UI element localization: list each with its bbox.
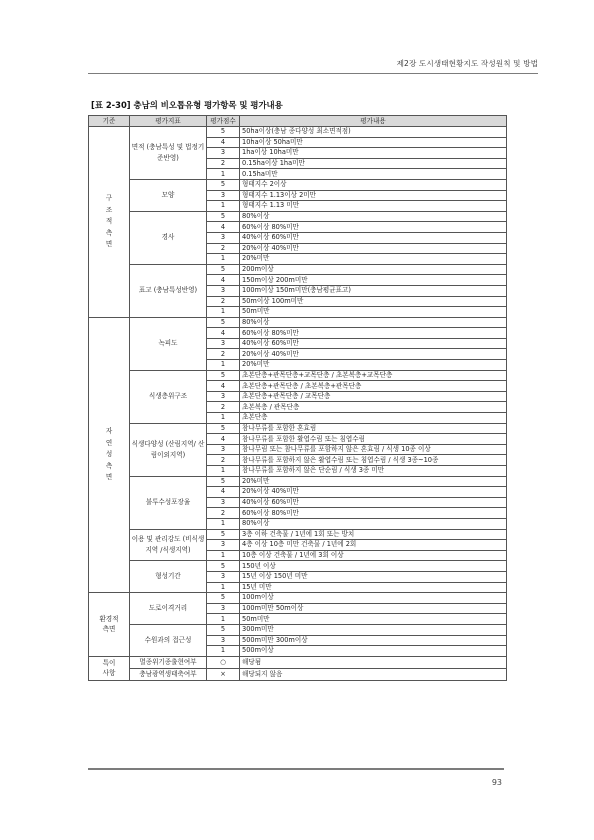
indicator-cell: 도로이격거리 [130,593,207,625]
evaluation-table [88,115,507,681]
indicator-cell: 표고 (충남특성반영) [130,264,207,317]
content-cell: 초본복층 / 관목단층 [240,402,507,413]
content-cell: 60%이상 80%미만 [240,222,507,233]
score-cell: 5 [207,476,240,487]
table-row [89,179,507,190]
indicator-cell: 면적 (충남특성 및 법정기준반영) [130,127,207,180]
score-cell: 4 [207,137,240,148]
criteria-label: 특이 사항 [102,658,116,678]
score-cell: 1 [207,614,240,625]
content-cell: 1ha이상 10ha미만 [240,148,507,159]
content-cell: 40%이상 60%미만 [240,497,507,508]
content-cell: 80%이상 [240,211,507,222]
score-cell: 4 [207,275,240,286]
column-header-criteria: 기준 [89,116,130,127]
content-cell: 100m이상 150m미만(충남평균표고) [240,285,507,296]
score-cell: 1 [207,307,240,318]
score-cell: 2 [207,455,240,466]
content-cell: 참나무류를 포함하지 않은 단순림 / 식생 3종 미만 [240,466,507,477]
score-cell: 1 [207,201,240,212]
table-row [89,593,507,604]
criteria-cell [89,127,130,318]
content-cell: 40%이상 60%미만 [240,338,507,349]
score-cell: 5 [207,624,240,635]
content-cell: 참나무류를 포함하지 않은 활엽수림 또는 침엽수림 / 식생 3종~10종 [240,455,507,466]
score-cell: 3 [207,232,240,243]
content-cell: 20%미만 [240,254,507,265]
score-cell: 2 [207,508,240,519]
content-cell: 60%이상 80%미만 [240,508,507,519]
criteria-cell [89,317,130,592]
score-cell: 1 [207,518,240,529]
score-cell: 5 [207,211,240,222]
score-cell: 3 [207,190,240,201]
score-cell: 1 [207,360,240,371]
content-cell: 10층 이상 건축물 / 1년에 3회 이상 [240,550,507,561]
column-header-indicator: 평가지표 [130,116,207,127]
score-cell: 3 [207,540,240,551]
content-cell: 100m미만 50m이상 [240,603,507,614]
content-cell: 참나무림 또는 참나무류를 포함하지 않은 혼효림 / 식생 10종 이상 [240,444,507,455]
score-cell: 3 [207,148,240,159]
content-cell: 참나무류를 포함한 혼효림 [240,423,507,434]
indicator-cell: 이용 및 관리강도 (비식생지역 /식생지역) [130,529,207,561]
score-cell: 4 [207,381,240,392]
score-cell: 5 [207,317,240,328]
content-cell: 150m이상 200m미만 [240,275,507,286]
content-cell: 초본단층+관목단층+교목단층 / 초본복층+교목단층 [240,370,507,381]
score-cell: 5 [207,370,240,381]
content-cell: 3층 이하 건축물 / 1년에 1회 또는 방치 [240,529,507,540]
content-cell: 50m미만 [240,307,507,318]
content-cell: 80%이상 [240,518,507,529]
score-cell: 2 [207,402,240,413]
score-cell: 4 [207,434,240,445]
content-cell: 80%이상 [240,317,507,328]
content-cell: 100m이상 [240,593,507,604]
content-cell: 150년 이상 [240,561,507,572]
column-header-score: 평가점수 [207,116,240,127]
content-cell: 60%이상 80%미만 [240,328,507,339]
content-cell: 20%미만 [240,476,507,487]
indicator-cell: 녹피도 [130,317,207,370]
content-cell: 50m이상 100m미만 [240,296,507,307]
score-cell: ○ [207,656,240,668]
score-cell: 5 [207,423,240,434]
table-row [89,211,507,222]
content-cell: 200m이상 [240,264,507,275]
content-cell: 초본단층+관목단층 / 교목단층 [240,391,507,402]
indicator-cell: 불투수성포장율 [130,476,207,529]
score-cell: 4 [207,222,240,233]
score-cell: 3 [207,285,240,296]
table-row [89,561,507,572]
content-cell: 0.15ha미만 [240,169,507,180]
score-cell: 3 [207,444,240,455]
indicator-cell: 식생층위구조 [130,370,207,423]
indicator-cell: 멸종위기종출현여부 [130,656,207,668]
table-body [89,127,507,681]
score-cell: 5 [207,264,240,275]
content-cell: 형태지수 1.13이상 2미만 [240,190,507,201]
table-row [89,370,507,381]
content-cell: 15년 이상 150년 미만 [240,571,507,582]
content-cell: 20%이상 40%미만 [240,349,507,360]
content-cell: 10ha이상 50ha미만 [240,137,507,148]
content-cell: 50ha이상(충남 종다양성 최소면적점) [240,127,507,138]
score-cell: × [207,668,240,680]
score-cell: 4 [207,328,240,339]
indicator-cell: 식생다양성 (산림지역/ 산림이외지역) [130,423,207,476]
content-cell: 0.15ha이상 1ha미만 [240,158,507,169]
content-cell: 초본단층+관목단층 / 초본복층+관목단층 [240,381,507,392]
content-cell: 형태지수 2이상 [240,179,507,190]
score-cell: 3 [207,338,240,349]
indicator-cell: 수원과의 접근성 [130,624,207,656]
score-cell: 1 [207,254,240,265]
content-cell: 20%미만 [240,360,507,371]
score-cell: 1 [207,582,240,593]
score-cell: 5 [207,529,240,540]
content-cell: 50m미만 [240,614,507,625]
content-cell: 형태지수 1.13 미만 [240,201,507,212]
criteria-label: 자연성측면 [105,427,113,482]
indicator-cell: 경사 [130,211,207,264]
score-cell: 2 [207,158,240,169]
score-cell: 1 [207,550,240,561]
criteria-label: 구조적측면 [105,194,113,249]
content-cell: 초본단층 [240,413,507,424]
table-row [89,423,507,434]
score-cell: 5 [207,593,240,604]
content-cell: 해당되지 않음 [240,668,507,680]
score-cell: 3 [207,635,240,646]
score-cell: 5 [207,561,240,572]
indicator-cell: 모양 [130,179,207,211]
content-cell: 4층 이상 10층 미만 건축물 / 1년에 2회 [240,540,507,551]
content-cell: 500m이상 [240,646,507,657]
score-cell: 5 [207,127,240,138]
content-cell: 해당됨 [240,656,507,668]
table-row [89,476,507,487]
content-cell: 20%이상 40%미만 [240,487,507,498]
score-cell: 3 [207,571,240,582]
table-header-row [89,116,507,127]
table-row [89,127,507,138]
score-cell: 1 [207,413,240,424]
content-cell: 20%이상 40%미만 [240,243,507,254]
table-row [89,529,507,540]
table-row [89,668,507,680]
content-cell: 참나무류를 포함한 활엽수림 또는 침엽수림 [240,434,507,445]
content-cell: 300m미만 [240,624,507,635]
table-row [89,264,507,275]
footer-divider [88,768,504,770]
criteria-label: 환경적 측면 [99,614,119,634]
content-cell: 500m미만 300m이상 [240,635,507,646]
score-cell: 5 [207,179,240,190]
column-header-content: 평가내용 [240,116,507,127]
table-row [89,317,507,328]
chapter-header: 제2장 도시생태현황지도 작성원칙 및 방법 [396,59,538,68]
score-cell: 2 [207,296,240,307]
score-cell: 3 [207,603,240,614]
table-row [89,656,507,668]
indicator-cell: 충남광역생태축여부 [130,668,207,680]
page-number: 93 [491,778,502,787]
table-row [89,624,507,635]
score-cell: 2 [207,349,240,360]
criteria-cell [89,656,130,680]
content-cell: 40%이상 60%미만 [240,232,507,243]
score-cell: 3 [207,391,240,402]
indicator-cell: 형성기간 [130,561,207,593]
content-cell: 15년 미만 [240,582,507,593]
score-cell: 4 [207,487,240,498]
score-cell: 1 [207,169,240,180]
score-cell: 1 [207,646,240,657]
criteria-cell [89,593,130,657]
score-cell: 1 [207,466,240,477]
header-divider [88,73,538,74]
score-cell: 2 [207,243,240,254]
score-cell: 3 [207,497,240,508]
table-title: [표 2-30] 충남의 비오톱유형 평가항목 및 평가내용 [91,100,283,110]
